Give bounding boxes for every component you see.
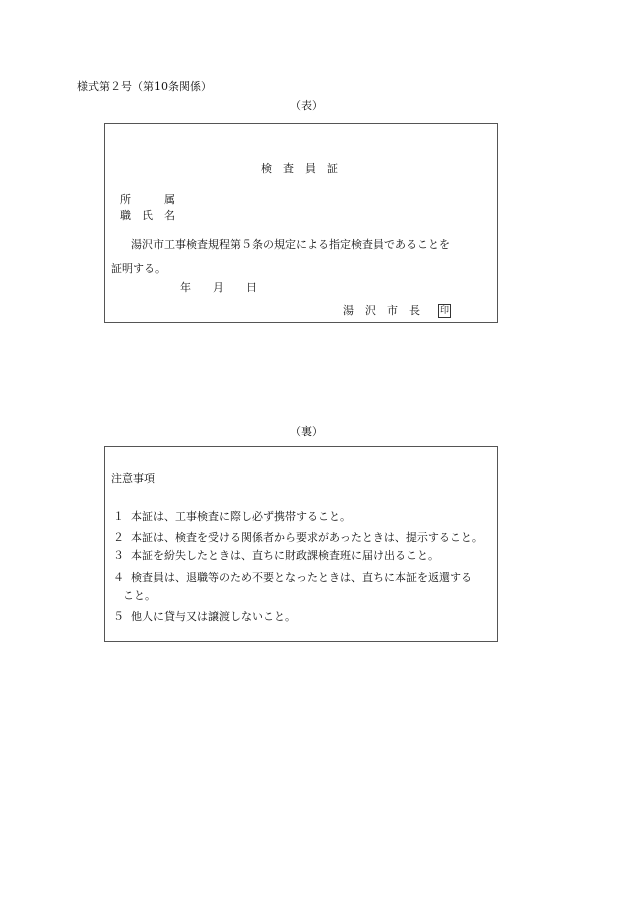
certification-text-line2: 証明する。 — [111, 262, 166, 275]
note-text: 本証は、検査を受ける関係者から要求があったときは、提示すること。 — [131, 531, 483, 544]
note-item-continuation — [123, 589, 156, 603]
note-text: 本証を紛失したときは、直ちに財政課検査班に届け出ること。 — [131, 549, 439, 562]
note-text: 本証は、工事検査に際し必ず携帯すること。 — [131, 510, 351, 523]
position-name-label: 職 氏 名 — [120, 209, 175, 222]
note-number: ２ — [113, 531, 124, 544]
affiliation-label: 所 属 — [120, 193, 175, 206]
front-side-label: （表） — [290, 99, 323, 112]
note-number: ５ — [113, 610, 124, 623]
form-number-label: 様式第２号（第10条関係） — [77, 80, 212, 93]
back-side-label: （裏） — [290, 425, 323, 438]
note-item — [113, 571, 472, 585]
note-item — [113, 610, 296, 624]
certification-text-line1: 湯沢市工事検査規程第５条の規定による指定検査員であることを — [131, 238, 450, 251]
note-item — [113, 549, 439, 563]
note-text: 検査員は、退職等のため不要となったときは、直ちに本証を返還する — [131, 571, 472, 584]
card-title: 検 査 員 証 — [261, 162, 338, 175]
note-number: １ — [113, 510, 124, 523]
note-item — [113, 531, 483, 545]
note-text: 他人に貸与又は譲渡しないこと。 — [131, 610, 296, 623]
note-number: ３ — [113, 549, 124, 562]
date-line: 年 月 日 — [180, 281, 257, 294]
issuer-name: 湯 沢 市 長 — [343, 304, 420, 317]
back-card — [104, 446, 498, 642]
seal-mark: 印 — [439, 306, 449, 316]
issuer-line — [343, 304, 451, 318]
note-text: こと。 — [123, 589, 156, 602]
notes-heading: 注意事項 — [111, 472, 155, 485]
front-card — [104, 123, 498, 323]
note-item — [113, 510, 351, 524]
note-number: ４ — [113, 571, 124, 584]
